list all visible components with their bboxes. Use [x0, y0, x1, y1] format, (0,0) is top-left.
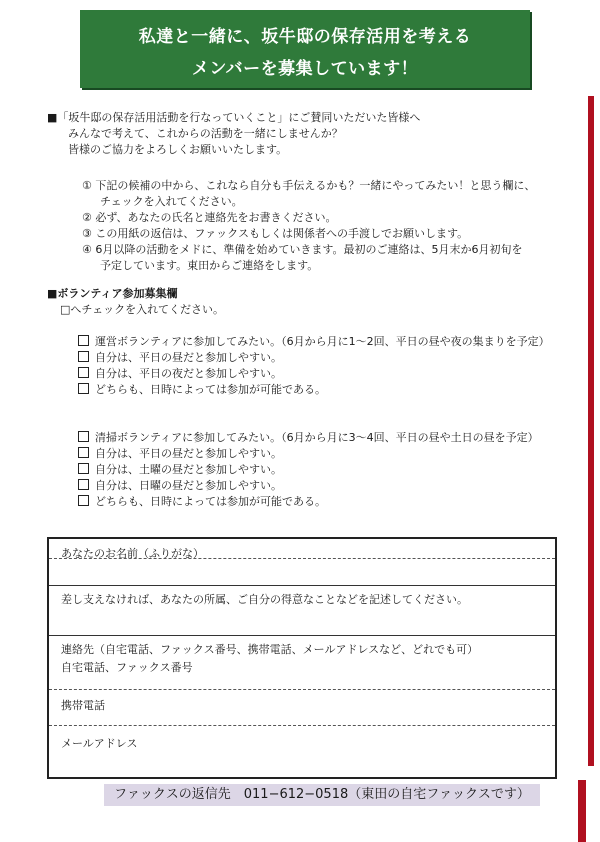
- instruction-1: ① 下記の候補の中から、これなら自分も手伝えるかも？一緒にやってみたい！と思う欄に、: [82, 179, 536, 192]
- checkbox[interactable]: [78, 463, 89, 474]
- instruction-4: ④ 6月以降の活動をメドに、準備を始めていきます。最初のご連絡は、5月末か6月初旬を: [82, 243, 523, 256]
- intro-heading: ■「坂牛邸の保存活用活動を行なっていくこと」にご賛同いただいた皆様へ: [47, 111, 421, 124]
- header-line-2: メンバーを募集しています！: [191, 59, 419, 79]
- checkbox-row[interactable]: [78, 462, 282, 477]
- divider: [49, 725, 555, 726]
- affiliation-label: 差し支えなければ、あなたの所属、ご自分の得意なことなどを記述してください。: [61, 593, 468, 606]
- option-label: 運営ボランティアに参加してみたい。（6月から月に1〜2回、平日の昼や夜の集まりを予定）: [95, 335, 550, 348]
- email-label: メールアドレス: [61, 737, 138, 750]
- divider: [49, 635, 555, 636]
- divider: [49, 585, 555, 586]
- option-label: 自分は、平日の昼だと参加しやすい。: [95, 351, 282, 364]
- header-banner: [80, 10, 530, 88]
- checkbox[interactable]: [78, 495, 89, 506]
- decorative-red-bar: [588, 96, 594, 766]
- checkbox-row[interactable]: [78, 382, 326, 397]
- home-phone-label: 自宅電話、ファックス番号: [61, 661, 193, 674]
- intro-line-1: みんなで考えて、これからの活動を一緒にしませんか？: [68, 127, 343, 140]
- checkbox[interactable]: [78, 447, 89, 458]
- checkbox[interactable]: [78, 335, 89, 346]
- option-label: 自分は、日曜の昼だと参加しやすい。: [95, 479, 282, 492]
- option-label: どちらも、日時によっては参加が可能である。: [95, 383, 326, 396]
- contact-form: [47, 537, 557, 779]
- option-label: 自分は、土曜の昼だと参加しやすい。: [95, 463, 282, 476]
- checkbox-row[interactable]: [78, 366, 282, 381]
- checkbox[interactable]: [78, 351, 89, 362]
- check-note: □へチェックを入れてください。: [60, 303, 225, 316]
- name-label: あなたのお名前（ふりがな）: [61, 547, 204, 560]
- checkbox-row[interactable]: [78, 478, 282, 493]
- instruction-4-cont: 予定しています。東田からご連絡をします。: [100, 259, 319, 272]
- checkbox-row[interactable]: [78, 334, 550, 349]
- option-label: どちらも、日時によっては参加が可能である。: [95, 495, 326, 508]
- option-label: 清掃ボランティアに参加してみたい。（6月から月に3〜4回、平日の昼や土日の昼を予定）: [95, 431, 539, 444]
- checkbox[interactable]: [78, 431, 89, 442]
- checkbox-row[interactable]: [78, 446, 282, 461]
- checkbox-row[interactable]: [78, 494, 326, 509]
- checkbox[interactable]: [78, 383, 89, 394]
- instruction-2: ② 必ず、あなたの氏名と連絡先をお書きください。: [82, 211, 337, 224]
- volunteer-heading: ■ボランティア参加募集欄: [47, 287, 178, 300]
- instruction-3: ③ この用紙の返信は、ファックスもしくは関係者への手渡しでお願いします。: [82, 227, 469, 240]
- header-line-1: 私達と一緒に、坂牛邸の保存活用を考える: [138, 27, 472, 47]
- divider: [49, 558, 555, 559]
- checkbox-row[interactable]: [78, 350, 282, 365]
- option-label: 自分は、平日の夜だと参加しやすい。: [95, 367, 282, 380]
- option-label: 自分は、平日の昼だと参加しやすい。: [95, 447, 282, 460]
- decorative-red-bar-bottom: [578, 780, 586, 842]
- fax-footer: ファックスの返信先 011−612−0518（東田の自宅ファックスです）: [104, 784, 540, 806]
- mobile-label: 携帯電話: [61, 699, 105, 712]
- checkbox[interactable]: [78, 479, 89, 490]
- checkbox[interactable]: [78, 367, 89, 378]
- intro-line-2: 皆様のご協力をよろしくお願いいたします。: [68, 143, 288, 156]
- checkbox-row[interactable]: [78, 430, 539, 445]
- instruction-1-cont: チェックを入れてください。: [100, 195, 243, 208]
- divider: [49, 689, 555, 690]
- contact-label: 連絡先（自宅電話、ファックス番号、携帯電話、メールアドレスなど、どれでも可）: [61, 643, 479, 656]
